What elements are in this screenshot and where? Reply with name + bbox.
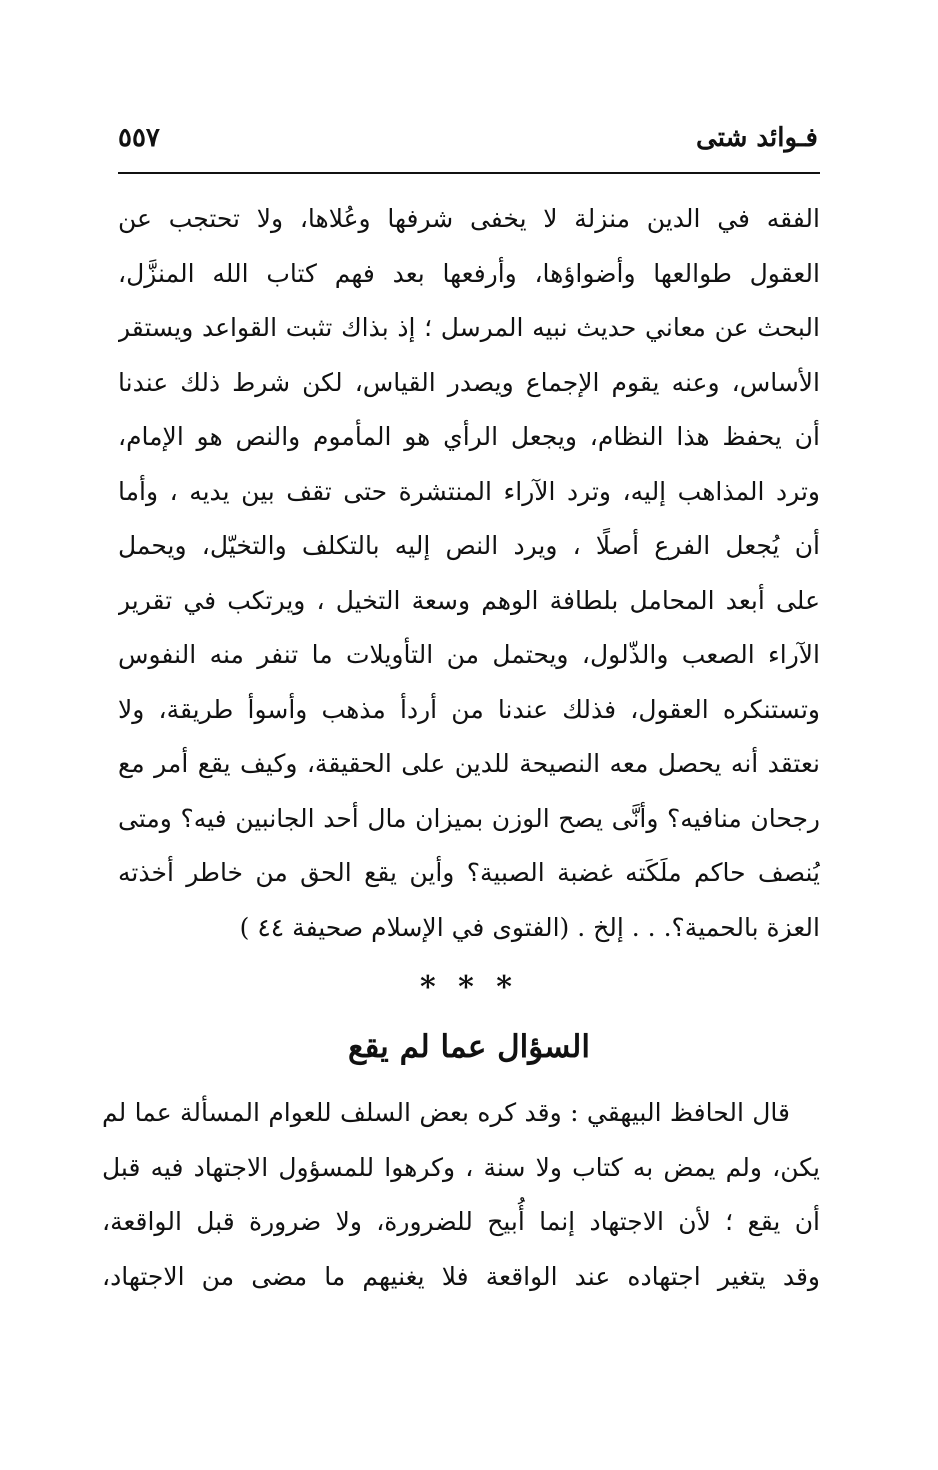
section-body <box>102 1086 820 1304</box>
text-line: وتستنكره العقول، فذلك عندنا من أردأ مذهب وأسوأ طريقة، ولا <box>118 694 820 724</box>
text-line-citation: العزة بالحمية؟. . . إلخ . (الفتوى في الإسلام صحيفة ٤٤ ) <box>239 912 820 942</box>
text-line: رجحان منافيه؟ وأنَّى يصح الوزن بميزان مال أحد الجانبين فيه؟ ومتى <box>118 803 820 833</box>
text-line: وترد المذاهب إليه، وترد الآراء المنتشرة حتى تقف بين يديه ، وأما <box>118 476 820 506</box>
text-line: العقول طوالعها وأضواؤها، وأرفعها بعد فهم كتاب الله المنزَّل، <box>118 258 820 288</box>
text-line: أن يحفظ هذا النظام، ويجعل الرأي هو المأموم والنص هو الإمام، <box>118 422 820 451</box>
text-line: أن يُجعل الفرع أصلًا ، ويرد النص إليه بالتكلف والتخيّل، ويحمل <box>118 531 820 560</box>
text-line: قال الحافظ البيهقي : وقد كره بعض السلف للعوام المسألة عما لم <box>102 1098 790 1127</box>
text-line: الآراء الصعب والذّلول، ويحتمل من التأويلات ما تنفر منه النفوس <box>118 640 820 669</box>
text-line: يكن، ولم يمض به كتاب ولا سنة ، وكرهوا للمسؤول الاجتهاد فيه قبل <box>102 1152 820 1182</box>
header-rule <box>118 172 820 174</box>
text-line: على أبعد المحامل بلطافة الوهم وسعة التخيل ، ويرتكب في تقرير <box>118 585 820 615</box>
text-line: وقد يتغير اجتهاده عند الواقعة فلا يغنيهم ما مضى من الاجتهاد، <box>102 1261 820 1291</box>
section-heading: السؤال عما لم يقع <box>348 1029 590 1065</box>
text-line: يُنصف حاكم ملَكَته غضبة الصبية؟ وأين يقع الحق من خاطر أخذته <box>118 858 820 887</box>
page-number: ٥٥٧ <box>118 123 160 153</box>
text-line: أن يقع ؛ لأن الاجتهاد إنما أُبيح للضرورة، ولا ضرورة قبل الواقعة، <box>102 1207 820 1236</box>
page-header <box>118 118 818 162</box>
text-line: نعتقد أنه يحصل معه النصيحة للدين على الحقيقة، وكيف يقع أمر مع <box>118 749 820 778</box>
text-line: الأساس، وعنه يقوم الإجماع ويصدر القياس، لكن شرط ذلك عندنا <box>118 367 820 397</box>
quoted-passage <box>118 192 820 955</box>
running-title: فـوائد شتى <box>696 123 818 153</box>
text-line: الفقه في الدين منزلة لا يخفى شرفها وعُلاها، ولا تحتجب عن <box>118 204 820 233</box>
asterisk-separator: * * * <box>420 970 518 1005</box>
text-line: البحث عن معاني حديث نبيه المرسل ؛ إذ بذاك تثبت القواعد ويستقر <box>118 313 820 342</box>
